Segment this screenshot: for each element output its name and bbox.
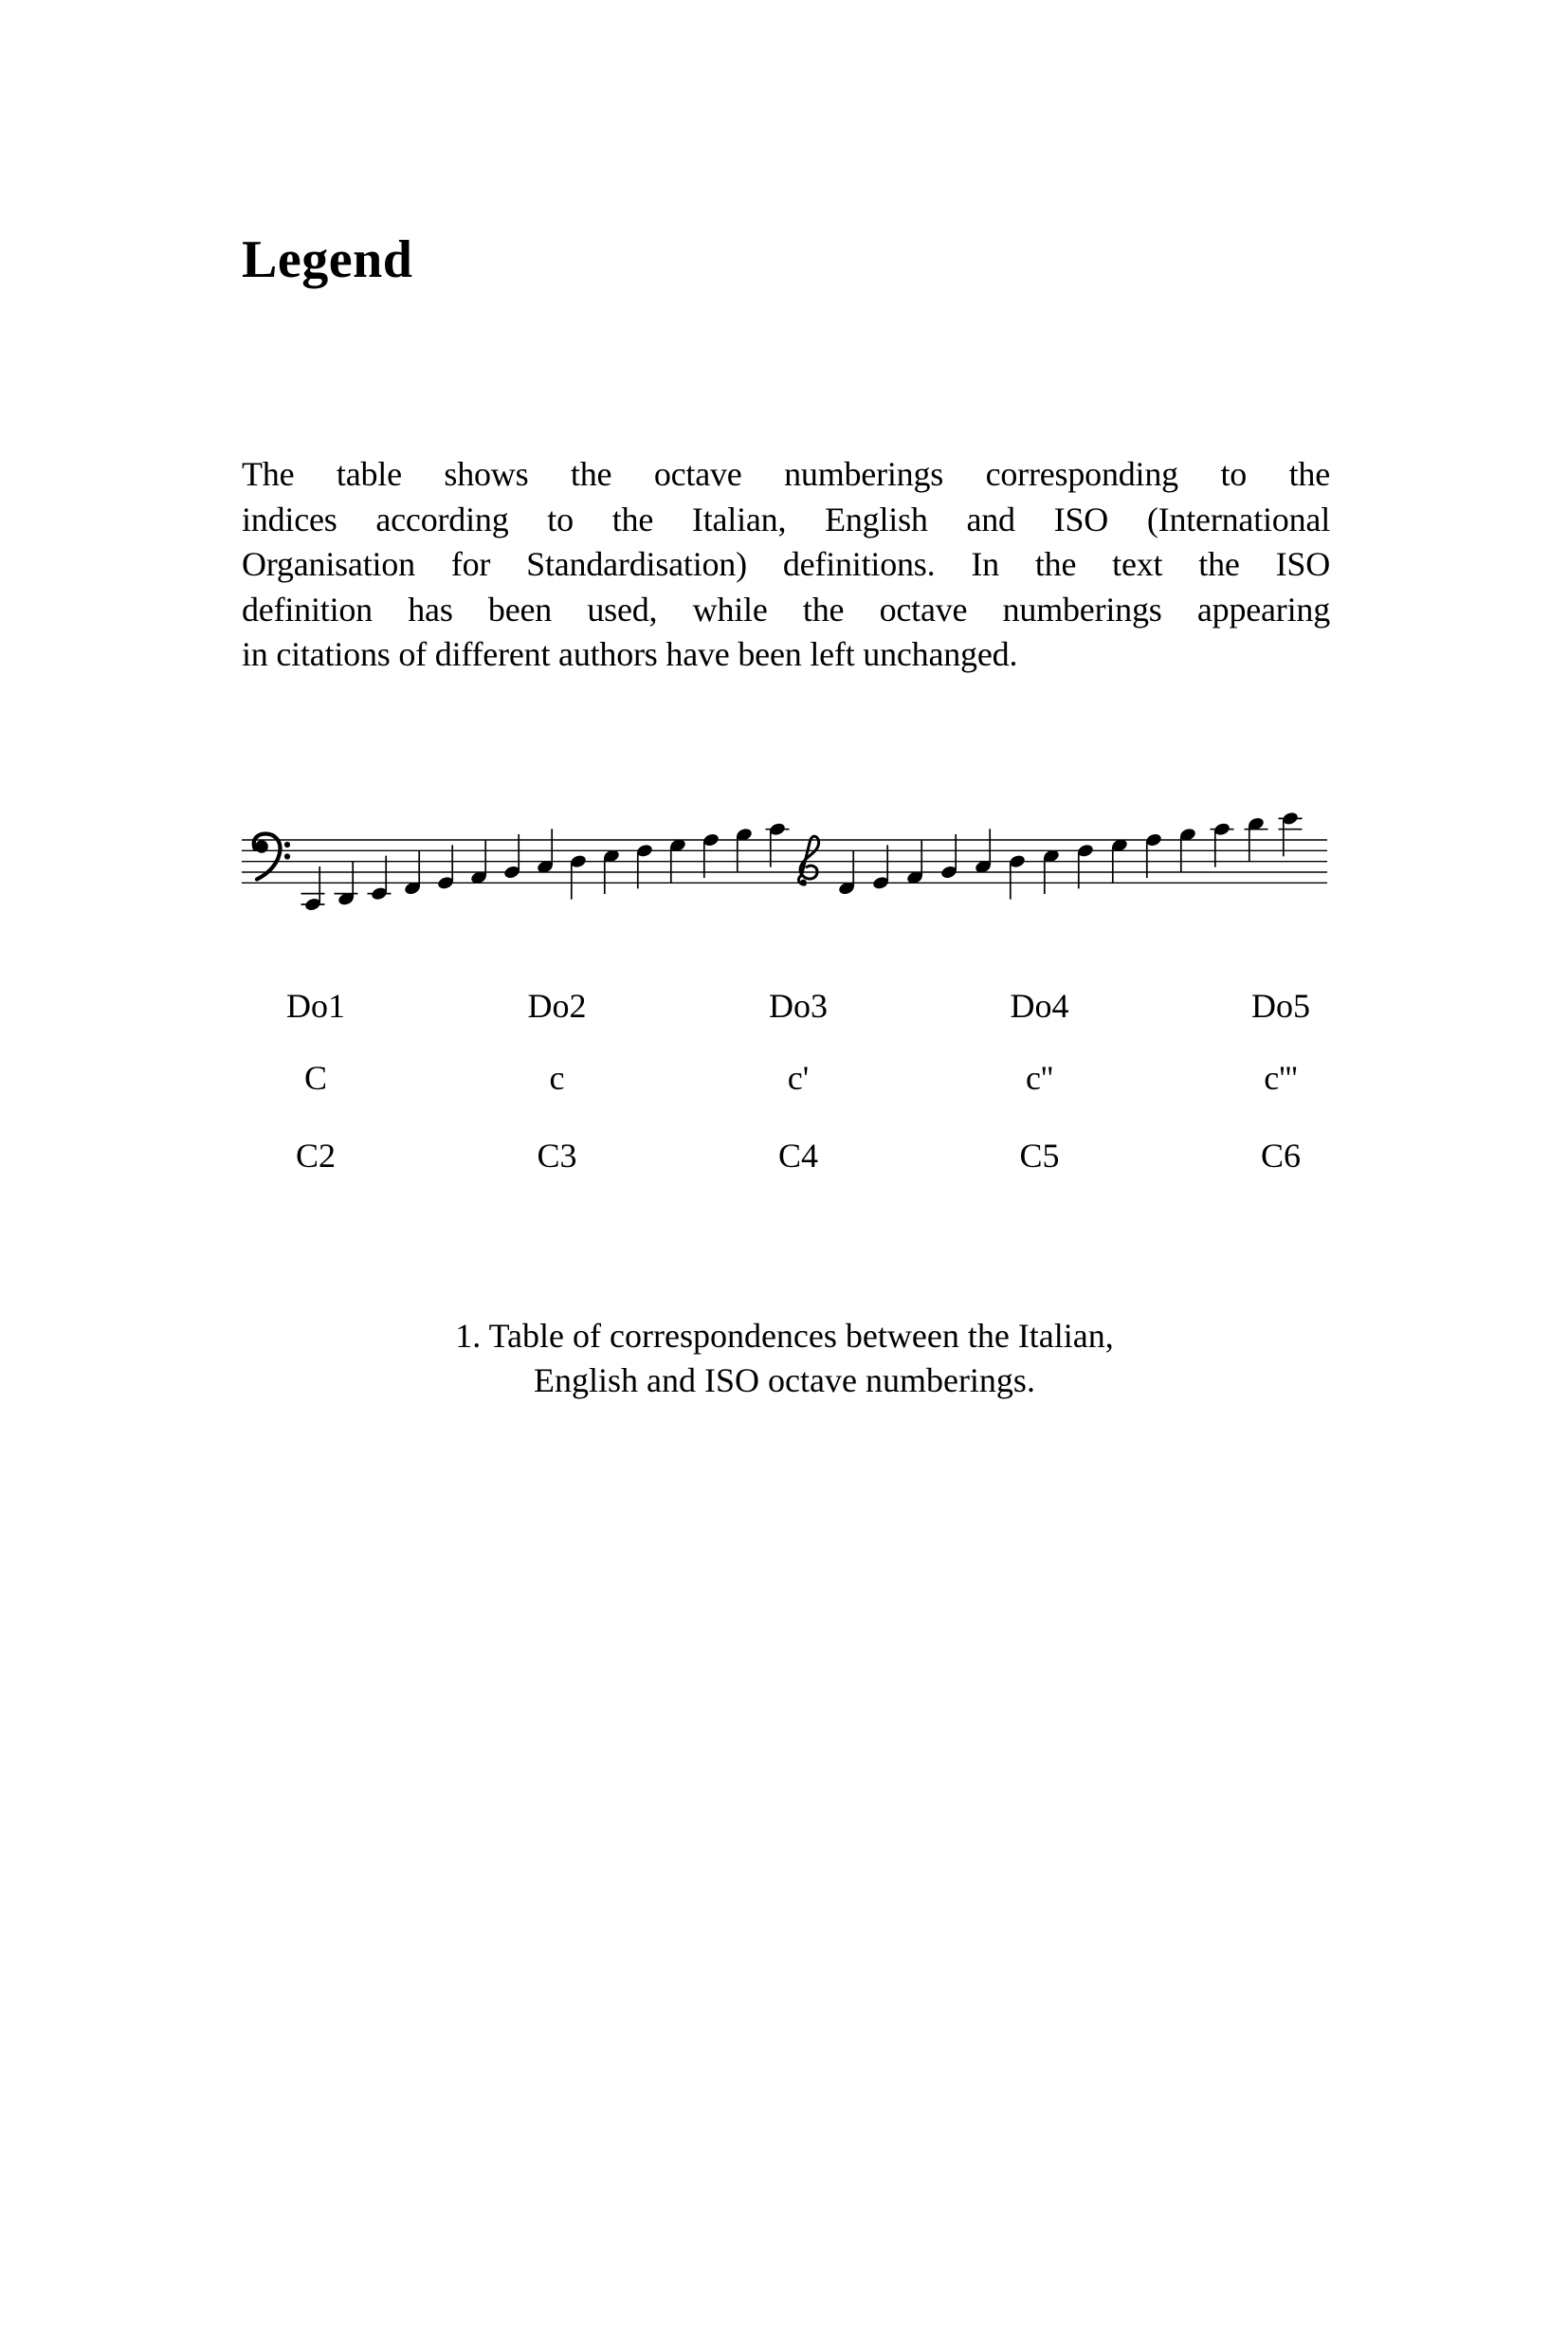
page-title: Legend — [242, 230, 413, 289]
note-E2 — [368, 856, 392, 902]
table-row-iso — [259, 1139, 1338, 1173]
caption-line: English and ISO octave numberings. — [534, 1361, 1035, 1399]
note-D5 — [1077, 843, 1095, 888]
table-cell: Do2 — [527, 987, 587, 1025]
note-G2 — [437, 845, 455, 890]
note-E5 — [1111, 838, 1129, 884]
note-A2 — [470, 840, 488, 885]
caption-line: 1. Table of correspondences between the Italian, — [455, 1317, 1114, 1355]
body-paragraph — [242, 452, 1330, 678]
note-B2 — [503, 834, 521, 880]
table-cell: C2 — [295, 1137, 336, 1175]
table-cell: c'' — [1026, 1059, 1053, 1097]
note-D3 — [570, 854, 588, 900]
table-cell: c — [549, 1059, 565, 1097]
note-A4 — [975, 829, 993, 874]
paragraph-line: in citations of different authors have been left unchanged. — [242, 635, 1018, 673]
note-C5 — [1043, 848, 1061, 894]
note-F4 — [906, 840, 924, 885]
paragraph-line: definition has been used, while the octave numberings appearing — [242, 590, 1330, 629]
note-C2 — [301, 866, 325, 912]
note-A5 — [1211, 822, 1234, 867]
note-B4 — [1009, 854, 1027, 900]
note-B5 — [1245, 816, 1268, 862]
table-cell: Do4 — [1010, 987, 1069, 1025]
table-row-italian — [259, 989, 1338, 1023]
table-cell: Do1 — [286, 987, 345, 1025]
note-D4 — [838, 850, 856, 896]
table-cell: C4 — [777, 1137, 818, 1175]
table-cell: C6 — [1260, 1137, 1301, 1175]
table-row-english — [259, 1061, 1338, 1095]
table-cell: Do5 — [1251, 987, 1310, 1025]
table-cell: c''' — [1264, 1059, 1298, 1097]
figure-caption — [242, 1314, 1327, 1403]
table-cell: C5 — [1019, 1137, 1060, 1175]
note-D2 — [335, 861, 358, 906]
table-cell: C3 — [537, 1137, 577, 1175]
paragraph-line: The table shows the octave numberings corresponding to the — [242, 455, 1330, 493]
note-G3 — [669, 838, 687, 884]
note-C3 — [537, 829, 555, 874]
table-cell: C — [303, 1059, 327, 1097]
note-F5 — [1145, 832, 1163, 878]
note-G5 — [1179, 827, 1197, 872]
paragraph-line: Organisation for Standardisation) definitions. In the text the ISO — [242, 545, 1330, 583]
note-E3 — [603, 848, 621, 894]
note-F2 — [404, 850, 422, 896]
note-A3 — [702, 832, 720, 878]
table-cell: Do3 — [769, 987, 828, 1025]
table-cell: c' — [787, 1059, 810, 1097]
staff-lines — [242, 840, 1327, 883]
paragraph-line: indices according to the Italian, English and ISO (International — [242, 500, 1330, 538]
note-B3 — [736, 827, 754, 872]
note-G4 — [940, 834, 958, 880]
note-C6 — [1279, 811, 1303, 856]
music-staff-figure — [242, 777, 1327, 939]
note-C4 — [766, 822, 790, 867]
note-F3 — [636, 843, 654, 888]
note-E4 — [872, 845, 890, 890]
